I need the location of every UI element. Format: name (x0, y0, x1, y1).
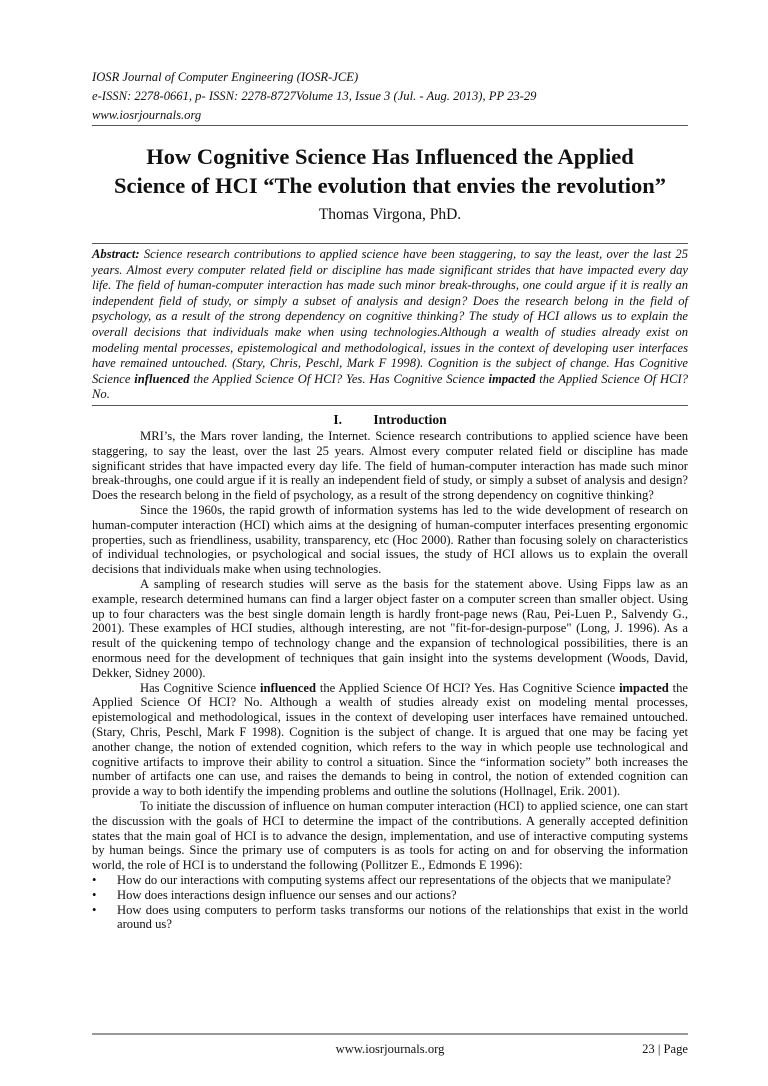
paragraph (92, 681, 688, 799)
footer-divider (92, 1033, 688, 1035)
paragraph: A sampling of research studies will serve as the basis for the statement above. Using Fipps law as an example, research determined humans can find a larger object faster on a computer screen than smaller object. Using up to four characters was the best single domain length is hardly front-page news (Rau, Pei-Luen P., Salvendy G., 2001). These examples of HCI studies, although interesting, are not "fit-for-design-purpose" (Long, J. 1996). As a result of the quickening tempo of technology change and the expansion of technological possibilities, there is an enormous need for the development of techniques that gain insight into the systems development (Woods, David, Dekker, Sidney 2000). (92, 576, 688, 680)
bullet-icon: • (92, 872, 97, 887)
section-number: I. (333, 412, 342, 427)
title-line-2: Science of HCI “The evolution that envies the revolution” (113, 173, 667, 198)
abstract-text: the Applied Science Of HCI? No. (92, 371, 688, 402)
bullet-icon: • (92, 902, 97, 917)
abstract-bold: influenced (134, 371, 190, 386)
list-item (92, 903, 688, 933)
list-item-text: How do our interactions with computing systems affect our representations of the objects that we manipulate? (117, 872, 672, 887)
bold-text: influenced (260, 680, 316, 695)
paper-title (72, 142, 708, 200)
page-number: 23 | Page (642, 1042, 688, 1056)
bold-text: impacted (619, 680, 669, 695)
abstract-text: the Applied Science Of HCI? Yes. Has Cognitive Science (189, 371, 489, 386)
journal-header (92, 68, 688, 125)
paragraph: Since the 1960s, the rapid growth of information systems has led to the wide development of research on human-computer interaction (HCI) which aims at the designing of human-computer interfaces presenting ergonomic properties, such as friendliness, usability, transparency, etc (Hoc 2000). Rather than focusing solely on characteristics of individual technologies, or psychological and social issues, the study of HCI allows us to explain the overall decisions that individuals make when using technologies. (92, 502, 688, 577)
journal-name: IOSR Journal of Computer Engineering (IOSR-JCE) (92, 70, 359, 84)
list-item-text: How does using computers to perform tasks transforms our notions of the relationships that exist in the world around us? (117, 902, 688, 932)
journal-site: www.iosrjournals.org (92, 108, 202, 122)
body-text (92, 429, 688, 932)
paragraph: To initiate the discussion of influence on human computer interaction (HCI) to applied science, one can start the discussion with the goals of HCI to determine the impact of the contributions. A generally accepted definition states that the main goal of HCI is to advance the design, implementation, and use of interactive computing systems by human beings. Since the primary use of computers is as tools for acting on and for observing the information world, the role of HCI is to understand the following (Pollitzer E., Edmonds E 1996): (92, 798, 688, 873)
list-item (92, 873, 688, 888)
bullet-list (92, 873, 688, 932)
author: Thomas Virgona, PhD. (318, 206, 462, 223)
abstract-top-divider (92, 243, 688, 244)
footer-site: www.iosrjournals.org (335, 1042, 445, 1056)
abstract-label: Abstract: (92, 247, 140, 261)
list-item (92, 888, 688, 903)
journal-issn: e-ISSN: 2278-0661, p- ISSN: 2278-8727Volume 13, Issue 3 (Jul. - Aug. 2013), PP 23-29 (92, 89, 537, 103)
text: Has Cognitive Science (140, 680, 261, 695)
bullet-icon: • (92, 887, 97, 902)
abstract-bottom-divider (92, 405, 688, 406)
text: the Applied Science Of HCI? Yes. Has Cognitive Science (316, 680, 620, 695)
section-heading (92, 412, 688, 428)
abstract-text: Science research contributions to applied science have been staggering, to say the least, over the last 25 years. Almost every computer related field or discipline has made significant strides that have impacted every day life. The field of human-computer interaction has made such minor break-throughs, one could argue if it is really an independent field of study, or simply a subset of analysis and design? Does the research belong in the field of psychology, as a result of the strong dependency on cognitive thinking? The study of HCI allows us to explain the overall decisions that individuals make when using technologies.Although a wealth of studies already exist on modeling mental processes, epistemological and methodological, issues in the context of developing user interfaces have remained untouched. (Stary, Chris, Peschl, Mark F 1998). Cognition is the subject of change. Has Cognitive Science (92, 247, 688, 386)
section-title: Introduction (373, 412, 447, 427)
text: the Applied Science Of HCI? No. Although a wealth of studies already exist on modeling mental processes, epistemological and methodological, issues in the context of developing user interfaces have remained untouched. (Stary, Chris, Peschl, Mark F 1998). Cognition is the subject of change. It is argued that one may be facing yet another change, the notion of extended cognition, which refers to the way in which people use technological and cognitive artifacts to improve their ability to control a situation. Since the “information society” both increases the number of artifacts one can use, and raises the demands to being in control, the notion of extended cognition can provide a way to both identify the impending problems and outline the solutions (Hollnagel, Erik. 2001). (92, 680, 688, 799)
paragraph: MRI’s, the Mars rover landing, the Internet. Science research contributions to applied science have been staggering, to say the least, over the last 25 years. Almost every computer related field or discipline has made significant strides that have impacted every day life. The field of human-computer interaction has made such minor break-throughs, one could argue if it is really an independent field of study, or simply a subset of analysis and design? Does the research belong in the field of psychology, as a result of the strong dependency on cognitive thinking? (92, 429, 688, 503)
list-item-text: How does interactions design influence our senses and our actions? (117, 887, 457, 902)
title-line-1: How Cognitive Science Has Influenced the Applied (146, 144, 634, 169)
abstract (92, 247, 688, 403)
header-divider (92, 125, 688, 126)
abstract-bold: impacted (488, 371, 536, 386)
